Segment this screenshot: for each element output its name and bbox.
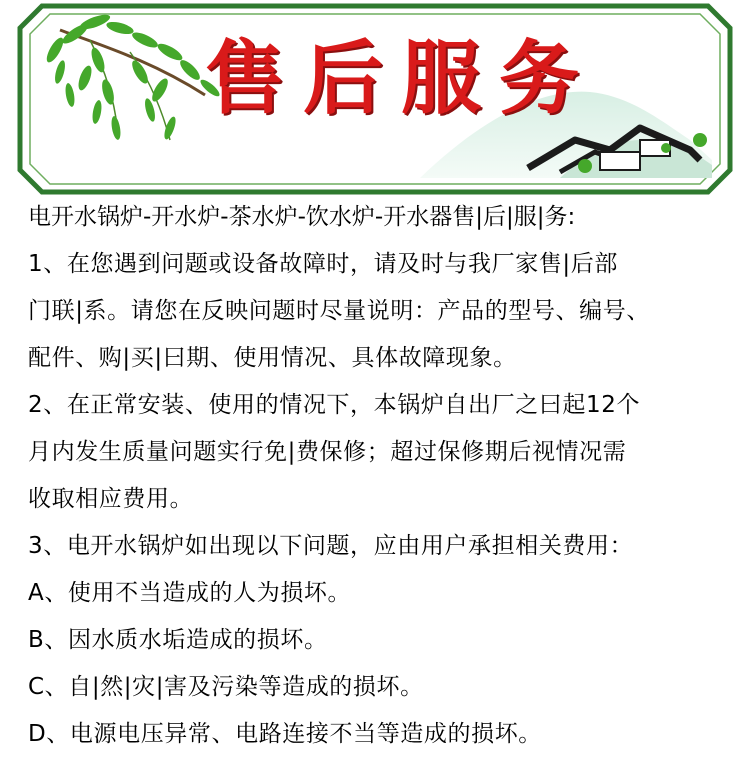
banner-title: 售后服务 bbox=[205, 31, 597, 125]
list-item: C、自|然|灾|害及污染等造成的损坏。 bbox=[28, 674, 424, 700]
text-line: 3、电开水锅炉如出现以下问题，应由用户承担相关费用： bbox=[28, 533, 634, 559]
text-line: 1、在您遇到问题或设备故障时，请及时与我厂家售|后部 bbox=[28, 251, 618, 277]
text-line: 配件、购|买|曰期、使用情况、具体故障现象。 bbox=[28, 345, 517, 371]
text-line: 2、在正常安装、使用的情况下，本锅炉自出厂之曰起12个 bbox=[28, 392, 641, 418]
list-item: D、电源电压异常、电路连接不当等造成的损坏。 bbox=[28, 721, 542, 747]
list-item: B、因水质水垢造成的损坏。 bbox=[28, 627, 328, 653]
willow-branch-icon bbox=[44, 12, 222, 141]
list-item: A、使用不当造成的人为损坏。 bbox=[28, 580, 352, 606]
header-banner bbox=[0, 0, 750, 200]
intro-line: 电开水锅炉-开水炉-茶水炉-饮水炉-开水器售|后|服|务: bbox=[28, 204, 576, 230]
text-line: 收取相应费用。 bbox=[28, 486, 194, 512]
service-text bbox=[28, 200, 744, 764]
text-line: 门联|系。请您在反映问题时尽量说明：产品的型号、编号、 bbox=[28, 298, 650, 324]
text-line: 月内发生质量问题实行免|费保修；超过保修期后视情况需 bbox=[28, 439, 627, 465]
